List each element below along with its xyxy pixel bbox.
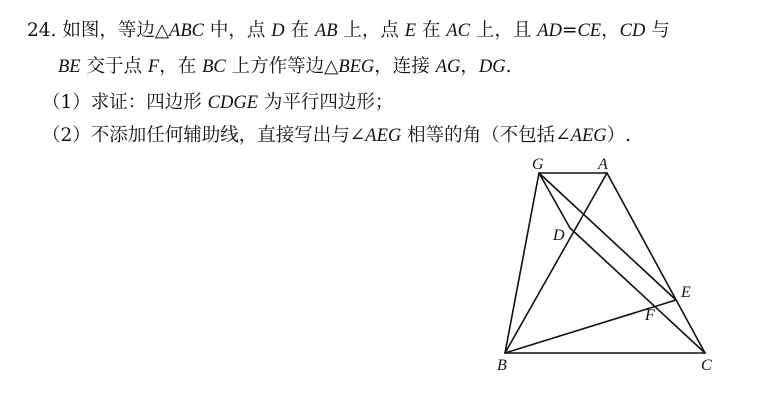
math-symbol: F [147, 57, 160, 77]
text-run: 如图，等边△ [62, 20, 170, 41]
text-run: 相等的角（不包括∠ [401, 125, 571, 146]
text-run: ，连接 [374, 56, 436, 77]
label-A: A [598, 156, 608, 173]
math-symbol: AEG [365, 126, 402, 146]
math-symbol: CD [619, 21, 646, 41]
text-run: 上，点 [337, 20, 405, 41]
text-run: 为平行四边形； [258, 92, 394, 113]
math-symbol: E [404, 21, 417, 41]
text-run: 在 [416, 20, 447, 41]
text-run: （1）求证：四边形 [42, 92, 208, 113]
segment-AC [607, 173, 705, 353]
question-number: 24. [27, 20, 57, 41]
label-E: E [681, 284, 691, 301]
text-run: （2）不添加任何辅助线，直接写出与∠ [42, 125, 366, 146]
label-G: G [532, 156, 544, 173]
text-run: ， [460, 56, 479, 77]
segment-BG [505, 173, 539, 353]
math-symbol: BC [202, 57, 226, 77]
label-C: C [701, 357, 712, 374]
text-run: 在 [284, 20, 315, 41]
math-symbol: BE [58, 57, 81, 77]
text-run: = [561, 20, 578, 41]
math-symbol: AB [314, 21, 338, 41]
text-run: . [505, 56, 512, 77]
text-run: 交于点 [80, 56, 148, 77]
label-F: F [645, 307, 655, 324]
text-run: 中，点 [204, 20, 272, 41]
math-symbol: BEG [338, 57, 375, 77]
math-symbol: ABC [169, 21, 204, 41]
text-run: 与 [645, 20, 670, 41]
math-symbol: D [271, 21, 285, 41]
math-symbol: AC [446, 21, 470, 41]
math-symbol: DG [478, 57, 506, 77]
label-D: D [553, 227, 565, 244]
text-run: 上方作等边△ [225, 56, 339, 77]
math-symbol: CDGE [207, 93, 259, 113]
math-symbol: CE [577, 21, 602, 41]
text-run: ）. [606, 125, 631, 146]
segment-GD [539, 173, 570, 228]
math-symbol: AD [537, 21, 562, 41]
math-symbol: AEG [570, 126, 607, 146]
text-run: ，在 [159, 56, 203, 77]
text-run: ， [601, 20, 620, 41]
text-run: 上，且 [470, 20, 538, 41]
label-B: B [497, 357, 507, 374]
math-symbol: AG [435, 57, 461, 77]
